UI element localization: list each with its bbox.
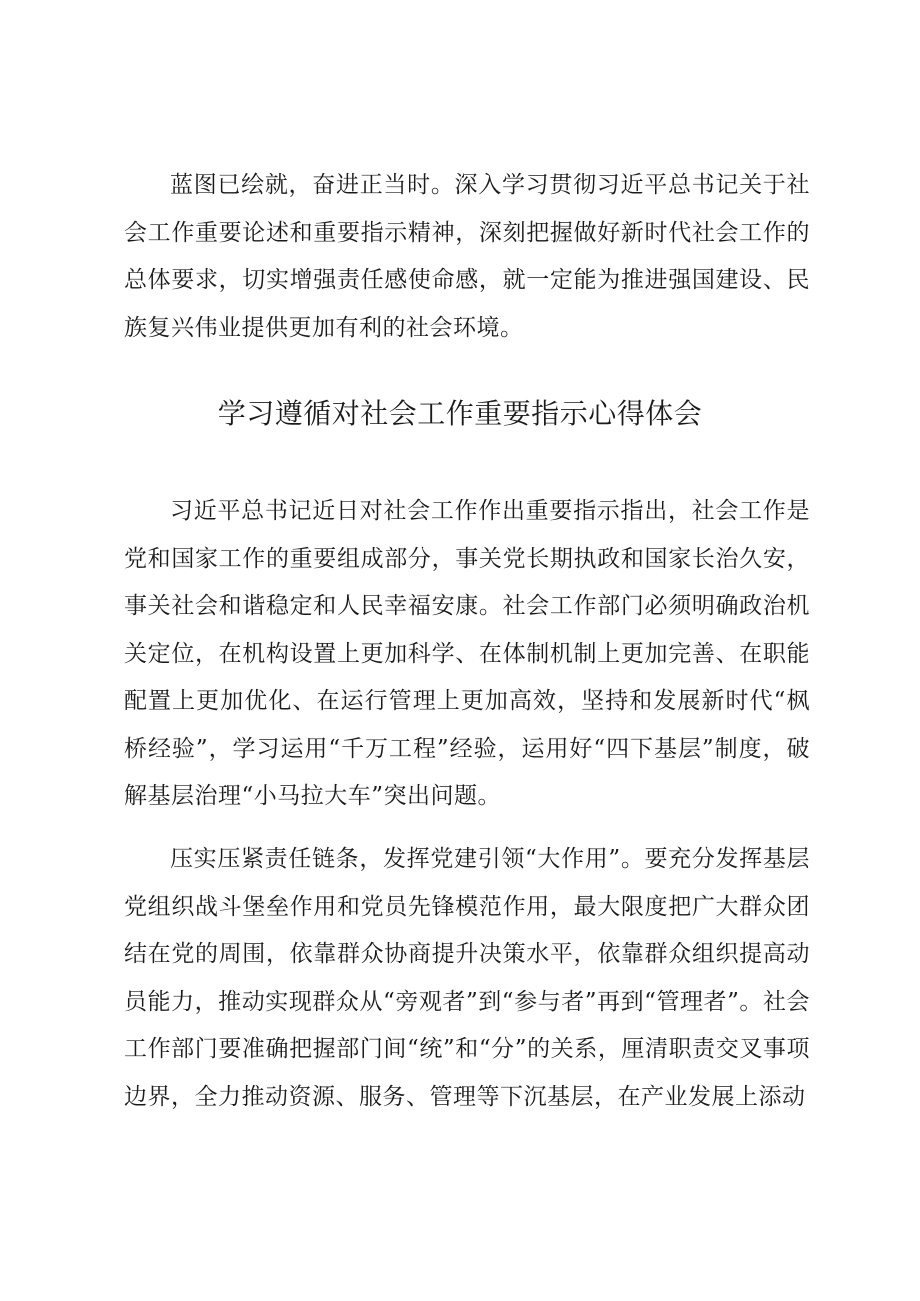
intro-paragraph: 蓝图已绘就，奋进正当时。深入学习贯彻习近平总书记关于社会工作重要论述和重要指示精神，深刻把握做好新时代社会工作的总体要求，切实增强责任感使命感，就一定能为推进强国建设、民族复兴伟业提供更加有利的社会环境。 xyxy=(124,172,810,341)
body-paragraph-2: 压实压紧责任链条，发挥党建引领“大作用”。要充分发挥基层党组织战斗堡垒作用和党员先锋模范作用，最大限度把广大群众团结在党的周围，依靠群众协商提升决策水平，依靠群众组织提高动员能力，推动实现群众从“旁观者”到“参与者”再到“管理者”。社会工作部门要准确把握部门间“统”和“分”的关系，厘清职责交叉事项边界，全力推动资源、服务、管理等下沉基层，在产业发展上添动 xyxy=(124,846,810,1110)
section-title: 学习遵循对社会工作重要指示心得体会 xyxy=(217,397,703,430)
body-paragraph-1: 习近平总书记近日对社会工作作出重要指示指出，社会工作是党和国家工作的重要组成部分，事关党长期执政和国家长治久安，事关社会和谐稳定和人民幸福安康。社会工作部门必须明确政治机关定位，在机构设置上更加科学、在体制机制上更加完善、在职能配置上更加优化、在运行管理上更加高效，坚持和发展新时代“枫桥经验”，学习运用“千万工程”经验，运用好“四下基层”制度，破解基层治理“小马拉大车”突出问题。 xyxy=(124,498,810,809)
